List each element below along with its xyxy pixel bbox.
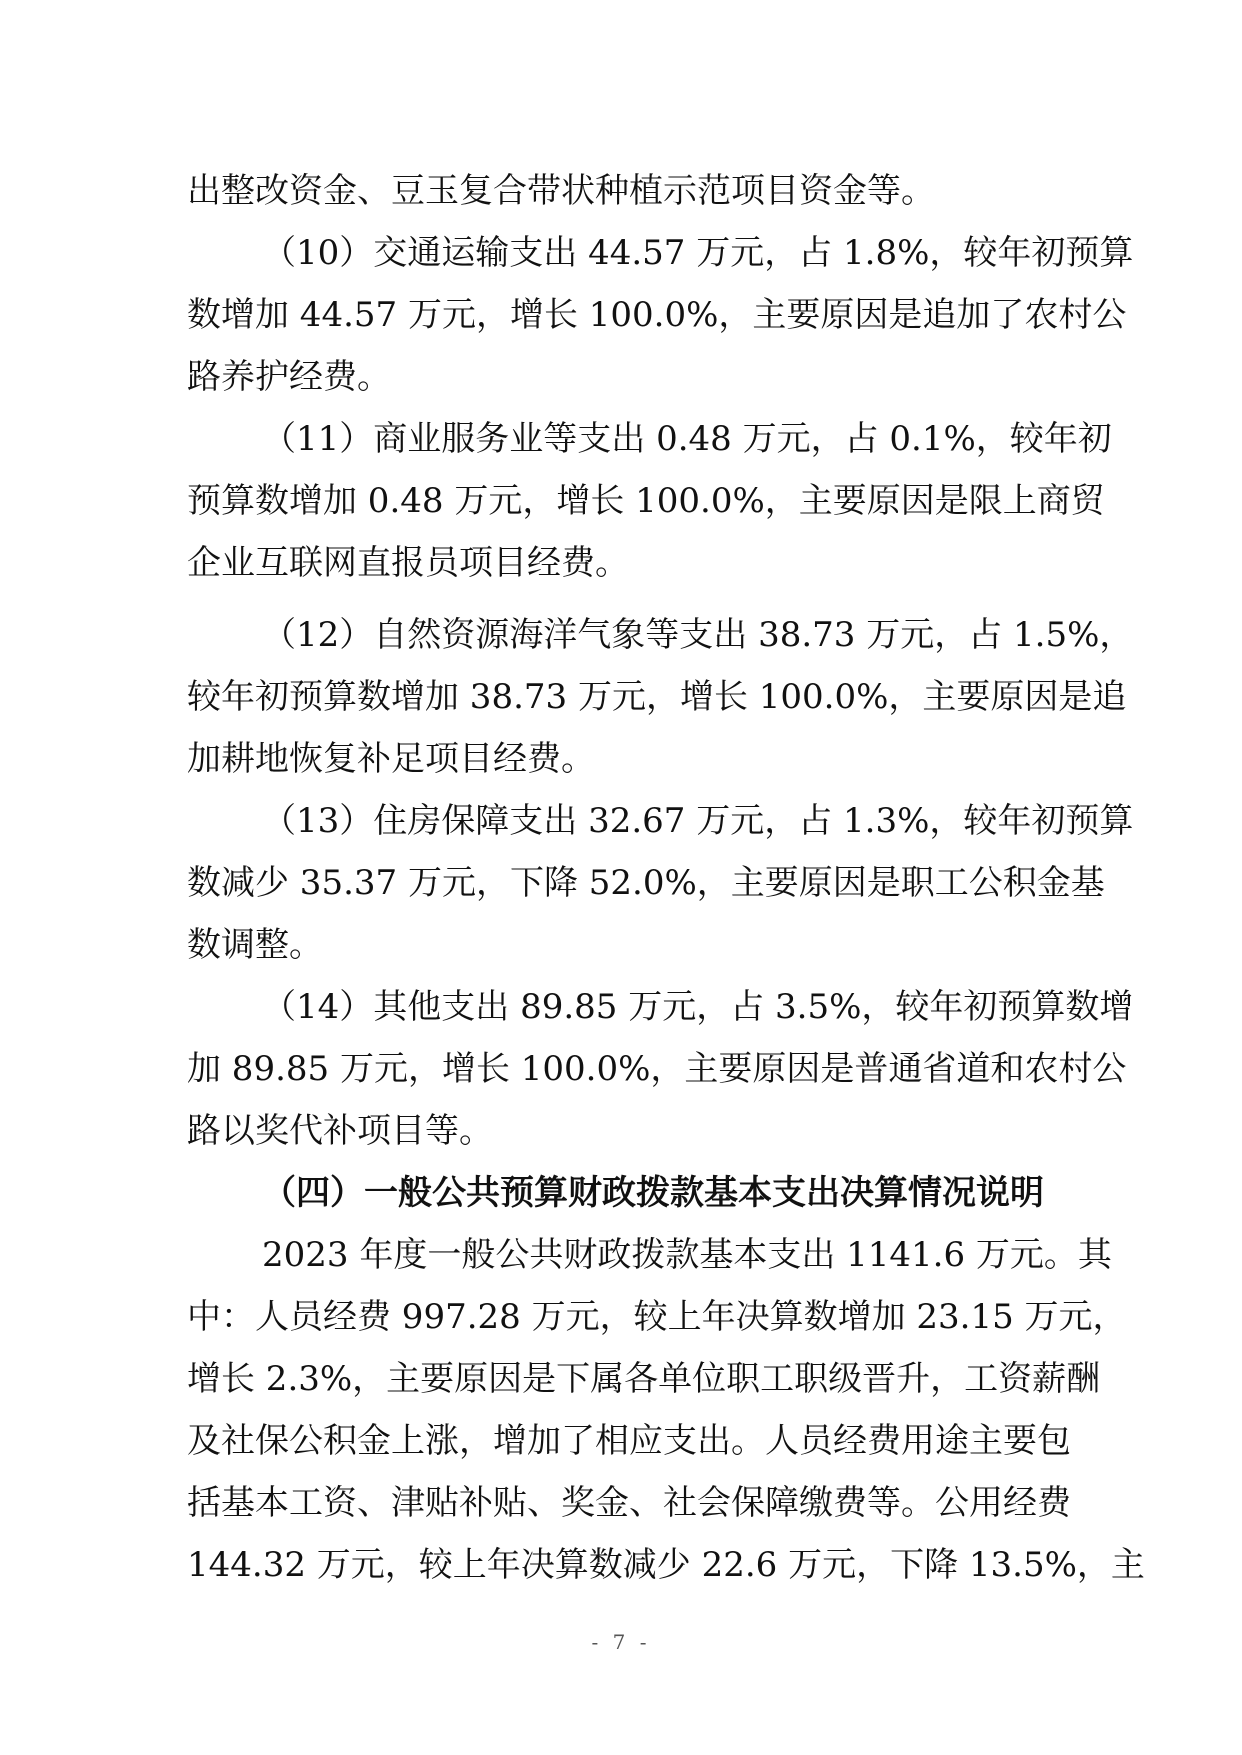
text-line: （13）住房保障支出 32.67 万元，占 1.3%，较年初预算 <box>262 801 1134 841</box>
text-line: 括基本工资、津贴补贴、奖金、社会保障缴费等。公用经费 <box>187 1483 1071 1523</box>
text-line: 数增加 44.57 万元，增长 100.0%，主要原因是追加了农村公 <box>187 295 1127 335</box>
text-line: 数减少 35.37 万元，下降 52.0%，主要原因是职工公积金基 <box>187 863 1105 903</box>
section-heading: （四）一般公共预算财政拨款基本支出决算情况说明 <box>262 1173 1044 1213</box>
text-line: 加 89.85 万元，增长 100.0%，主要原因是普通省道和农村公 <box>187 1049 1127 1089</box>
paragraph-continuation <box>187 160 1053 222</box>
text-line: 2023 年度一般公共财政拨款基本支出 1141.6 万元。其 <box>262 1235 1112 1275</box>
section-four <box>187 1162 1145 1596</box>
text-line: 加耕地恢复补足项目经费。 <box>187 739 595 779</box>
text-line: 路养护经费。 <box>187 357 391 397</box>
text-line: 及社保公积金上涨，增加了相应支出。人员经费用途主要包 <box>187 1421 1071 1461</box>
text-line: 企业互联网直报员项目经费。 <box>187 543 629 583</box>
page-number: - 7 - <box>591 1630 651 1654</box>
paragraph-item-12 <box>187 604 1134 790</box>
text-line: 路以奖代补项目等。 <box>187 1111 493 1151</box>
text-line: （10）交通运输支出 44.57 万元，占 1.8%，较年初预算 <box>262 233 1134 273</box>
paragraph-item-11 <box>187 408 1112 594</box>
text-line: 较年初预算数增加 38.73 万元，增长 100.0%，主要原因是追 <box>187 677 1127 717</box>
text-line: （12）自然资源海洋气象等支出 38.73 万元，占 1.5%， <box>262 615 1134 655</box>
text-line: （14）其他支出 89.85 万元，占 3.5%，较年初预算数增 <box>262 987 1134 1027</box>
document-body <box>187 160 1145 1596</box>
paragraph-item-13 <box>187 790 1134 976</box>
text-line: 数调整。 <box>187 925 323 965</box>
text-line: 144.32 万元，较上年决算数减少 22.6 万元，下降 13.5%，主 <box>187 1545 1145 1585</box>
text-line: 出整改资金、豆玉复合带状种植示范项目资金等。 <box>187 171 935 211</box>
text-line: （11）商业服务业等支出 0.48 万元，占 0.1%，较年初 <box>262 419 1112 459</box>
text-line: 预算数增加 0.48 万元，增长 100.0%，主要原因是限上商贸 <box>187 481 1105 521</box>
text-line: 中：人员经费 997.28 万元，较上年决算数增加 23.15 万元， <box>187 1297 1127 1337</box>
text-line: 增长 2.3%，主要原因是下属各单位职工职级晋升，工资薪酬 <box>187 1359 1101 1399</box>
paragraph-item-14 <box>187 976 1134 1162</box>
paragraph-item-10 <box>187 222 1134 408</box>
